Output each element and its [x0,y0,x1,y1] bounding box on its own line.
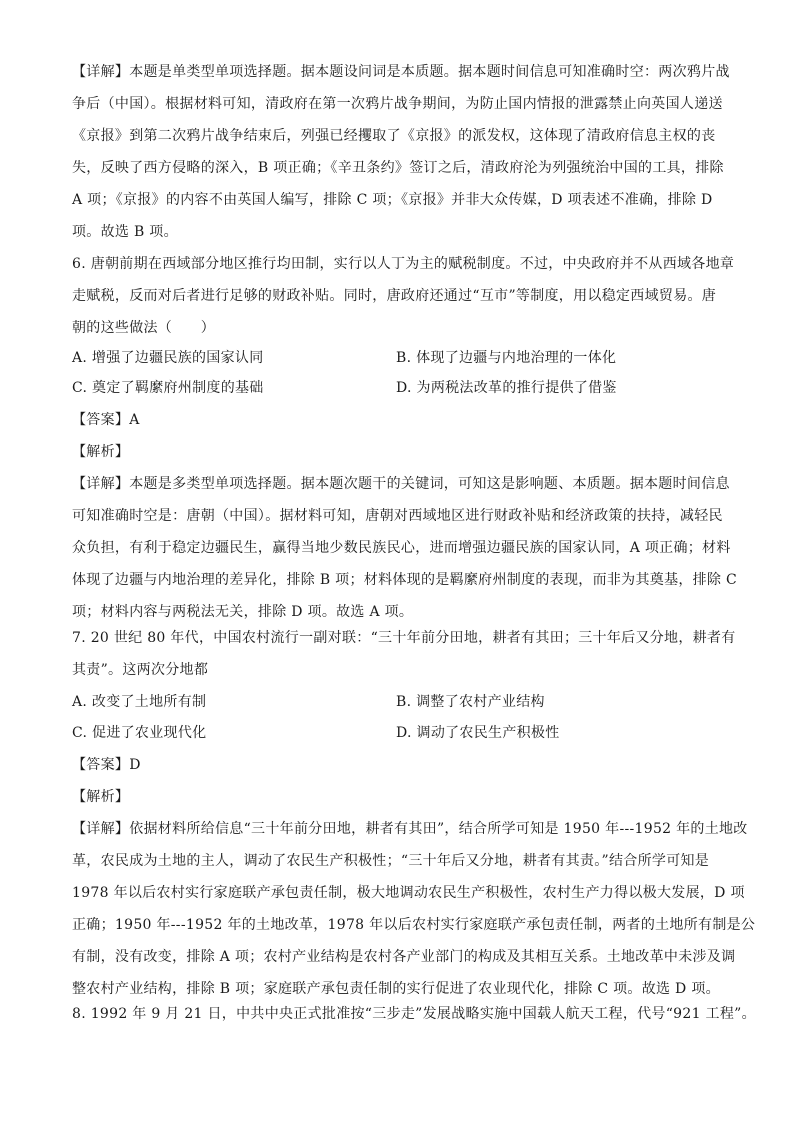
q7-option-c: C. 促进了农业现代化 [72,725,207,741]
q6-option-b: B. 体现了边疆与内地治理的一体化 [396,350,617,366]
q7-detail-line: 整农村产业结构，排除 B 项；家庭联产承包责任制的实行促进了农业现代化，排除 C 项。故选 D 项。 [72,981,720,997]
q6-detail-line: 项；材料内容与两税法无关，排除 D 项。故选 A 项。 [72,604,414,620]
q6-option-a: A. 增强了边疆民族的国家认同 [72,350,264,366]
q7-detail-line: 正确；1950 年---1952 年的土地改革，1978 年以后农村实行家庭联产承包责任制，两者的土地所有制是公 [72,917,756,933]
q6-detail-line: 体现了边疆与内地治理的差异化，排除 B 项；材料体现的是羁縻府州制度的表现，而非为其奠基，排除 C [72,572,738,588]
q7-detail-line: 革，农民成为土地的主人，调动了农民生产积极性；“三十年后又分地，耕者有其责。”结合所学可知是 [72,853,710,869]
q7-detail-line: 【详解】依据材料所给信息“三十年前分田地，耕者有其田”，结合所学可知是 1950 年---1952 年的土地改 [72,821,748,837]
q6-stem-line: 朝的这些做法（ ） [72,320,215,336]
q5-detail-line: 项。故选 B 项。 [72,224,178,240]
q5-detail-line: 失，反映了西方侵略的深入，B 项正确；《辛丑条约》签订之后，清政府沦为列强统治中国的工具，排除 [72,160,724,176]
q6-detail-line: 【详解】本题是多类型单项选择题。据本题次题干的关键词，可知这是影响题、本质题。据本题时间信息 [72,476,730,492]
q6-stem-line: 6. 唐朝前期在西域部分地区推行均田制，实行以人丁为主的赋税制度。不过，中央政府并不从西域各地章 [72,256,735,272]
q6-analysis-tag: 【解析】 [72,444,130,460]
q7-option-b: B. 调整了农村产业结构 [396,694,545,710]
q7-option-d: D. 调动了农民生产积极性 [396,725,560,741]
q5-detail-line: 争后（中国）。根据材料可知，清政府在第一次鸦片战争期间，为防止国内情报的泄露禁止向英国人递送 [72,96,723,112]
q7-detail-line: 有制，没有改变，排除 A 项；农村产业结构是农村各产业部门的构成及其相互关系。土地改革中未涉及调 [72,949,736,965]
q7-answer: 【答案】D [72,757,141,773]
q8-stem-line: 8. 1992 年 9 月 21 日，中共中央正式批准按“三步走”发展战略实施中国载人航天工程，代号“921 工程”。 [72,1006,756,1022]
q7-stem-line: 其责”。这两次分地都 [72,662,209,678]
q6-option-c: C. 奠定了羁縻府州制度的基础 [72,380,264,396]
q6-option-d: D. 为两税法改革的推行提供了借鉴 [396,380,617,396]
q6-detail-line: 众负担，有利于稳定边疆民生，赢得当地少数民族民心，进而增强边疆民族的国家认同，A 项正确；材料 [72,540,731,556]
q7-option-a: A. 改变了土地所有制 [72,694,207,710]
q7-analysis-tag: 【解析】 [72,789,130,805]
q5-detail-line: 【详解】本题是单类型单项选择题。据本题设问词是本质题。据本题时间信息可知准确时空：两次鸦片战 [72,64,730,80]
q5-detail-line: A 项；《京报》的内容不由英国人编写，排除 C 项；《京报》并非大众传媒，D 项表述不准确，排除 D [72,192,713,208]
q7-detail-line: 1978 年以后农村实行家庭联产承包责任制，极大地调动农民生产积极性，农村生产力得以极大发展，D 项 [72,885,745,901]
q5-detail-line: 《京报》到第二次鸦片战争结束后，列强已经攫取了《京报》的派发权，这体现了清政府信息主权的丧 [72,128,716,144]
q6-stem-line: 走赋税，反而对后者进行足够的财政补贴。同时，唐政府还通过“互市”等制度，用以稳定西域贸易。唐 [72,288,717,304]
q7-stem-line: 7. 20 世纪 80 年代，中国农村流行一副对联：“三十年前分田地，耕者有其田；三十年后又分地，耕者有 [72,630,736,646]
q6-detail-line: 可知准确时空是：唐朝（中国）。据材料可知，唐朝对西域地区进行财政补贴和经济政策的扶持，减轻民 [72,508,723,524]
q6-answer: 【答案】A [72,412,140,428]
